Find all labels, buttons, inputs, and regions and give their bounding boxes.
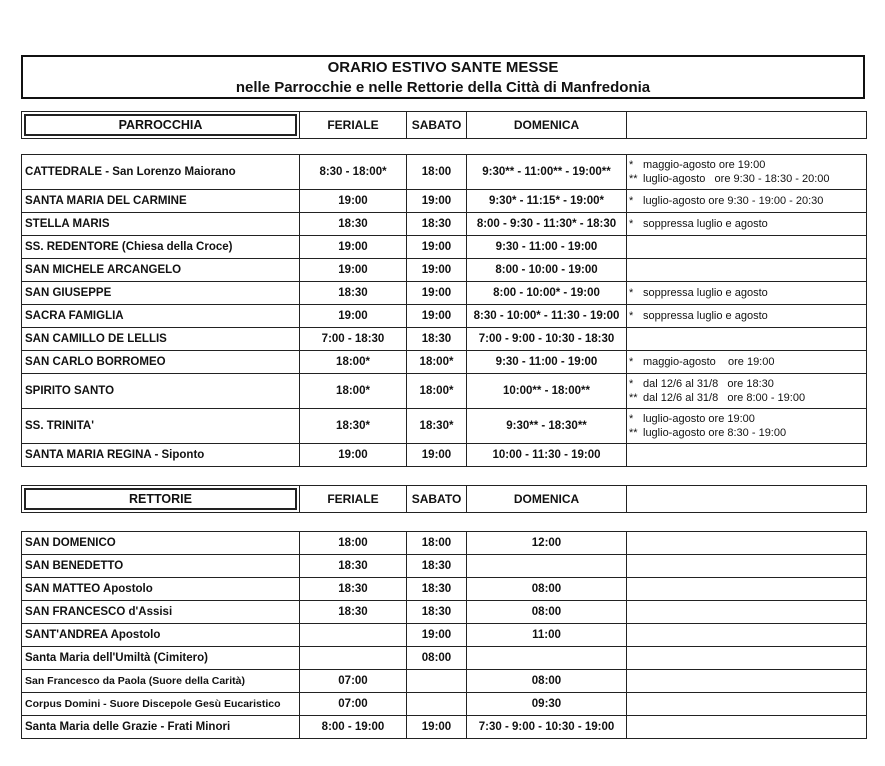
domenica-time: 08:00: [467, 670, 627, 693]
rettoria-name: SAN DOMENICO: [22, 532, 300, 555]
notes-cell: [627, 578, 867, 601]
notes-cell: [627, 409, 867, 444]
note-line: [629, 355, 863, 369]
notes-cell: [627, 601, 867, 624]
feriale-header: FERIALE: [300, 486, 407, 513]
notes-cell: [627, 716, 867, 739]
sabato-header: SABATO: [407, 486, 467, 513]
domenica-time: 9:30 - 11:00 - 19:00: [467, 351, 627, 374]
parrocchia-label: PARROCCHIA: [24, 114, 297, 136]
note-mark: **: [629, 392, 638, 404]
sabato-time: 19:00: [407, 444, 467, 467]
domenica-header: DOMENICA: [467, 112, 627, 139]
feriale-time: 7:00 - 18:30: [300, 328, 407, 351]
note-mark: *: [629, 159, 634, 171]
church-name: SAN MICHELE ARCANGELO: [22, 259, 300, 282]
table-row: [22, 190, 867, 213]
feriale-time: 19:00: [300, 259, 407, 282]
note-line: [629, 391, 863, 405]
note-mark: *: [629, 218, 634, 230]
table-row: [22, 351, 867, 374]
domenica-time: 9:30 - 11:00 - 19:00: [467, 236, 627, 259]
table-row: [22, 647, 867, 670]
table-row: [22, 624, 867, 647]
sabato-time: 18:30: [407, 328, 467, 351]
feriale-time: 18:00: [300, 532, 407, 555]
domenica-time: 7:30 - 9:00 - 10:30 - 19:00: [467, 716, 627, 739]
rettoria-name: San Francesco da Paola (Suore della Carità): [22, 670, 300, 693]
note-text: soppressa luglio e agosto: [643, 287, 768, 299]
parrocchie-table: [21, 154, 867, 467]
feriale-time: 18:30*: [300, 409, 407, 444]
domenica-time: 11:00: [467, 624, 627, 647]
domenica-time: 8:00 - 10:00* - 19:00: [467, 282, 627, 305]
note-mark: **: [629, 427, 638, 439]
note-line: [629, 194, 863, 208]
notes-cell: [627, 444, 867, 467]
rettorie-label: RETTORIE: [24, 488, 297, 510]
sabato-time: 08:00: [407, 647, 467, 670]
notes-cell: [627, 155, 867, 190]
note-line: [629, 217, 863, 231]
notes-cell: [627, 670, 867, 693]
sabato-time: 18:30: [407, 213, 467, 236]
sabato-time: 18:00: [407, 532, 467, 555]
church-name: SS. REDENTORE (Chiesa della Croce): [22, 236, 300, 259]
note-text: luglio-agosto ore 8:30 - 19:00: [643, 427, 787, 439]
rettoria-name: SAN MATTEO Apostolo: [22, 578, 300, 601]
title-line-2: nelle Parrocchie e nelle Rettorie della Città di Manfredonia: [235, 79, 651, 96]
parrocchia-section-header: [22, 112, 300, 139]
note-mark: *: [629, 413, 634, 425]
table-row: [22, 693, 867, 716]
note-line: [629, 286, 863, 300]
table-row: [22, 601, 867, 624]
domenica-time: 9:30** - 11:00** - 19:00**: [467, 155, 627, 190]
rettoria-name: Corpus Domini - Suore Discepole Gesù Eucaristico: [22, 693, 300, 716]
domenica-time: 09:30: [467, 693, 627, 716]
table-row: [22, 328, 867, 351]
rettoria-name: SANT'ANDREA Apostolo: [22, 624, 300, 647]
note-line: [629, 158, 863, 172]
table-row: [22, 259, 867, 282]
table-row: [22, 532, 867, 555]
church-name: SACRA FAMIGLIA: [22, 305, 300, 328]
notes-header: [627, 486, 867, 513]
table-row: [22, 444, 867, 467]
feriale-time: 19:00: [300, 305, 407, 328]
rettoria-name: SAN FRANCESCO d'Assisi: [22, 601, 300, 624]
note-line: [629, 172, 863, 186]
sabato-time: 19:00: [407, 236, 467, 259]
sabato-time: [407, 693, 467, 716]
feriale-time: 07:00: [300, 693, 407, 716]
table-row: [22, 305, 867, 328]
church-name: SS. TRINITA': [22, 409, 300, 444]
domenica-time: 8:30 - 10:00* - 11:30 - 19:00: [467, 305, 627, 328]
church-name: SANTA MARIA DEL CARMINE: [22, 190, 300, 213]
sabato-time: 18:00: [407, 155, 467, 190]
feriale-time: 18:30: [300, 282, 407, 305]
note-text: soppressa luglio e agosto: [643, 310, 768, 322]
church-name: SANTA MARIA REGINA - Siponto: [22, 444, 300, 467]
rettorie-table: [21, 531, 867, 739]
note-text: dal 12/6 al 31/8 ore 8:00 - 19:00: [643, 392, 806, 404]
notes-header: [627, 112, 867, 139]
notes-cell: [627, 693, 867, 716]
feriale-header: FERIALE: [300, 112, 407, 139]
sabato-time: 18:00*: [407, 351, 467, 374]
note-text: soppressa luglio e agosto: [643, 218, 768, 230]
sabato-time: 18:00*: [407, 374, 467, 409]
notes-cell: [627, 282, 867, 305]
church-name: CATTEDRALE - San Lorenzo Maiorano: [22, 155, 300, 190]
domenica-time: [467, 555, 627, 578]
rettorie-section-header: [22, 486, 300, 513]
table-row: [22, 236, 867, 259]
church-name: SAN CARLO BORROMEO: [22, 351, 300, 374]
notes-cell: [627, 532, 867, 555]
feriale-time: [300, 624, 407, 647]
feriale-time: 18:30: [300, 601, 407, 624]
feriale-time: 18:30: [300, 555, 407, 578]
domenica-time: 8:00 - 9:30 - 11:30* - 18:30: [467, 213, 627, 236]
sabato-time: 19:00: [407, 282, 467, 305]
note-text: dal 12/6 al 31/8 ore 18:30: [643, 378, 774, 390]
feriale-time: 19:00: [300, 444, 407, 467]
note-line: [629, 309, 863, 323]
sabato-time: 18:30: [407, 578, 467, 601]
note-mark: *: [629, 287, 634, 299]
sabato-time: [407, 670, 467, 693]
feriale-time: 18:00*: [300, 351, 407, 374]
feriale-time: 19:00: [300, 190, 407, 213]
church-name: SPIRITO SANTO: [22, 374, 300, 409]
table-row: [22, 409, 867, 444]
table-row: [22, 716, 867, 739]
sabato-time: 18:30: [407, 555, 467, 578]
notes-cell: [627, 236, 867, 259]
domenica-time: 12:00: [467, 532, 627, 555]
note-mark: *: [629, 195, 634, 207]
notes-cell: [627, 351, 867, 374]
notes-cell: [627, 190, 867, 213]
table-row: [22, 374, 867, 409]
rettoria-name: Santa Maria dell'Umiltà (Cimitero): [22, 647, 300, 670]
note-line: [629, 412, 863, 426]
note-mark: *: [629, 356, 634, 368]
note-text: maggio-agosto ore 19:00: [643, 356, 775, 368]
rettoria-name: SAN BENEDETTO: [22, 555, 300, 578]
notes-cell: [627, 213, 867, 236]
notes-cell: [627, 555, 867, 578]
domenica-time: 08:00: [467, 601, 627, 624]
note-text: luglio-agosto ore 9:30 - 19:00 - 20:30: [643, 195, 824, 207]
feriale-time: [300, 647, 407, 670]
feriale-time: 18:00*: [300, 374, 407, 409]
notes-cell: [627, 259, 867, 282]
sabato-header: SABATO: [407, 112, 467, 139]
sabato-time: 19:00: [407, 259, 467, 282]
domenica-time: 9:30* - 11:15* - 19:00*: [467, 190, 627, 213]
feriale-time: 8:30 - 18:00*: [300, 155, 407, 190]
note-mark: **: [629, 173, 638, 185]
sabato-time: 19:00: [407, 716, 467, 739]
domenica-time: 10:00** - 18:00**: [467, 374, 627, 409]
notes-cell: [627, 624, 867, 647]
note-line: [629, 377, 863, 391]
church-name: STELLA MARIS: [22, 213, 300, 236]
table-row: [22, 578, 867, 601]
note-mark: *: [629, 310, 634, 322]
feriale-time: 19:00: [300, 236, 407, 259]
note-line: [629, 426, 863, 440]
feriale-time: 18:30: [300, 213, 407, 236]
notes-cell: [627, 305, 867, 328]
sabato-time: 18:30: [407, 601, 467, 624]
table-row: [22, 670, 867, 693]
church-name: SAN CAMILLO DE LELLIS: [22, 328, 300, 351]
notes-cell: [627, 647, 867, 670]
church-name: SAN GIUSEPPE: [22, 282, 300, 305]
notes-cell: [627, 374, 867, 409]
domenica-time: 10:00 - 11:30 - 19:00: [467, 444, 627, 467]
document-title-box: [21, 55, 865, 99]
feriale-time: 8:00 - 19:00: [300, 716, 407, 739]
table-row: [22, 555, 867, 578]
domenica-time: 08:00: [467, 578, 627, 601]
sabato-time: 19:00: [407, 190, 467, 213]
notes-cell: [627, 328, 867, 351]
domenica-header: DOMENICA: [467, 486, 627, 513]
table-row: [22, 155, 867, 190]
note-text: maggio-agosto ore 19:00: [643, 159, 766, 171]
rettoria-name: Santa Maria delle Grazie - Frati Minori: [22, 716, 300, 739]
domenica-time: 7:00 - 9:00 - 10:30 - 18:30: [467, 328, 627, 351]
note-text: luglio-agosto ore 19:00: [643, 413, 755, 425]
feriale-time: 07:00: [300, 670, 407, 693]
note-text: luglio-agosto ore 9:30 - 18:30 - 20:00: [643, 173, 830, 185]
sabato-time: 19:00: [407, 305, 467, 328]
domenica-time: 8:00 - 10:00 - 19:00: [467, 259, 627, 282]
sabato-time: 19:00: [407, 624, 467, 647]
feriale-time: 18:30: [300, 578, 407, 601]
title-line-1: ORARIO ESTIVO SANTE MESSE: [327, 59, 559, 76]
table-row: [22, 213, 867, 236]
parrocchie-header-table: [21, 111, 867, 139]
sabato-time: 18:30*: [407, 409, 467, 444]
rettorie-header-table: [21, 485, 867, 513]
domenica-time: 9:30** - 18:30**: [467, 409, 627, 444]
table-row: [22, 282, 867, 305]
domenica-time: [467, 647, 627, 670]
note-mark: *: [629, 378, 634, 390]
